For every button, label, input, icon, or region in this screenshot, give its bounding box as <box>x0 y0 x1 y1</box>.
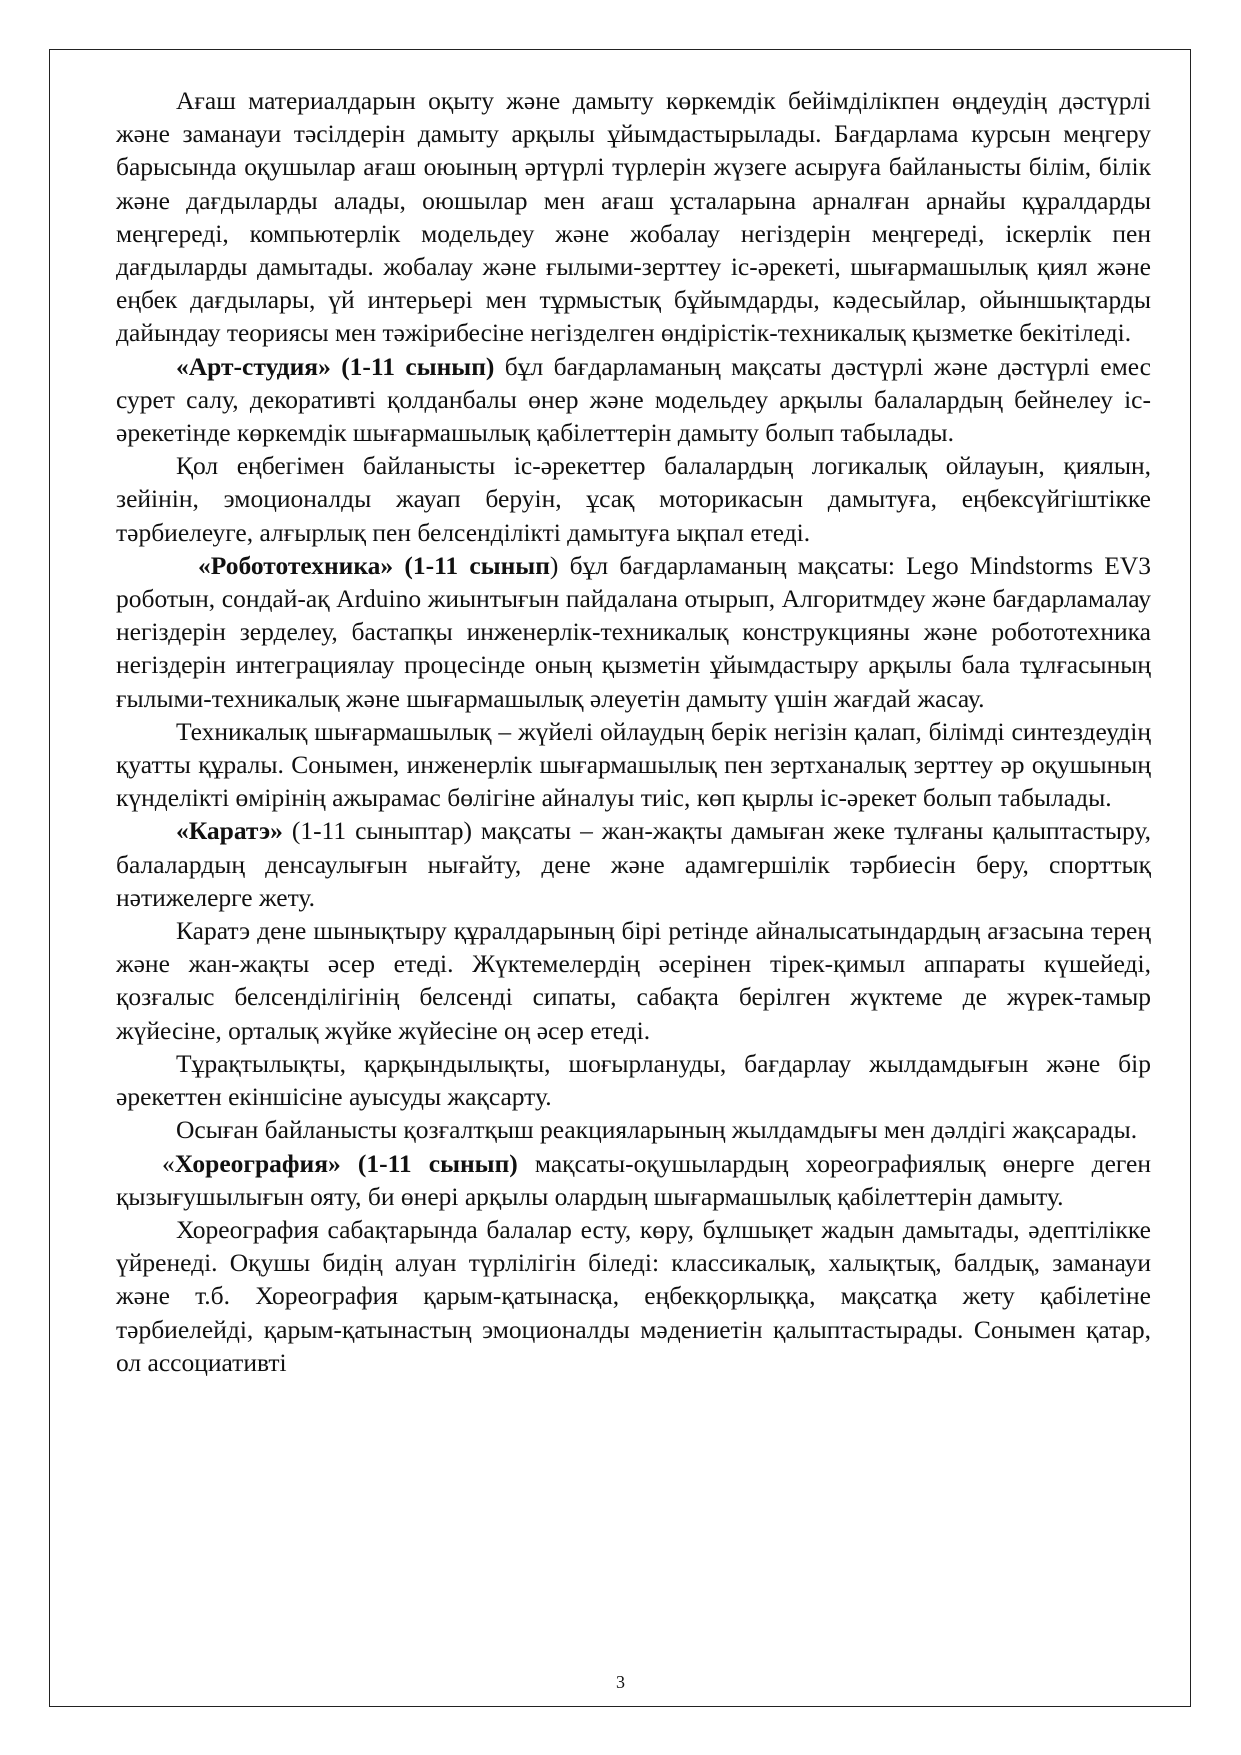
paragraph-reaction: Осыған байланысты қозғалтқыш реакцияларының жылдамдығы мен дәлдігі жақсарады. <box>176 1115 1138 1145</box>
paragraph-choreography-lessons: Хореография сабақтарында балалар есту, көру, бұлшықет жадын дамытады, әдептілікке үйренеді. Оқушы бидің алуан түрлілігін біледі: классикалық, халықтық, балдық, заманауи және т.б. Хореография қарым-қатынасқа, еңбекқорлыққа, мақсатқа жету қабілетіне тәрбиелейді, қарым-қатынастың эмоционалды мәдениетін қалыптастырады. Сонымен қатар, ол ассоциативті <box>116 1214 1151 1377</box>
paragraph-art-studio: «Арт-студия» (1-11 сынып) бұл бағдарламаның мақсаты дәстүрлі және дәстүрлі емес сурет салу, декоративті қолданбалы өнер және модельдеу арқылы балалардың бейнелеу іс-әрекетінде көркемдік шығармашылық қабілеттерін дамыту болып табылады. <box>116 351 1151 448</box>
document-body <box>116 84 1151 1379</box>
paragraph-karate: «Каратэ» (1-11 сыныптар) мақсаты – жан-жақты дамыған жеке тұлғаны қалыптастыру, балалардың денсаулығын нығайту, дене және адамгершілік тәрбиесін беру, спорттық нәтижелерге жету. <box>116 816 1151 912</box>
paragraph-karate-effects: Каратэ дене шынықтыру құралдарының бірі ретінде айналысатындардың ағзасына терең және жан-жақты әсер етеді. Жүктемелердің әсерінен тірек-қимыл аппараты күшейеді, қозғалыс белсенділігінің белсенді сипаты, сабақта берілген жүктеме де жүрек-тамыр жүйесіне, орталық жүйке жүйесіне оң әсер етеді. <box>116 916 1151 1045</box>
heading-choreography: Хореография» (1-11 сынып) <box>174 1148 518 1178</box>
paragraph-handcraft: Қол еңбегімен байланысты іс-әрекеттер балалардың логикалық ойлауын, қиялын, зейінін, эмоционалды жауап беруін, ұсақ моторикасын дамытуға, еңбексүйгіштікке тәрбиелеуге, алғырлық пен белсенділікті дамытуға ықпал етеді. <box>116 451 1151 547</box>
page-number: 3 <box>616 1672 625 1692</box>
paragraph-choreography: «Хореография» (1-11 сынып) мақсаты-оқушылардың хореографиялық өнерге деген қызығушылығын ояту, би өнері арқылы олардың шығармашылық қабілеттерін дамыту. <box>116 1148 1151 1211</box>
heading-art-studio: «Арт-студия» (1-11 сынып) <box>176 351 495 381</box>
paragraph-wood: Ағаш материалдарын оқыту және дамыту көркемдік бейімділікпен өңдеудің дәстүрлі және заманауи тәсілдерін дамыту арқылы ұйымдастырылады. Бағдарлама курсын меңгеру барысында оқушылар ағаш оюының әртүрлі түрлерін жүзеге асыруға байланысты білім, білік және дағдыларды алады, оюшылар мен ағаш ұсталарына арналған арнайы құралдарды меңгереді, компьютерлік модельдеу және жобалау негіздерін меңгереді, іскерлік пен дағдыларды дамытады. жобалау және ғылыми-зерттеу іс-әрекеті, шығармашылық қиял және еңбек дағдылары, үй интерьері мен тұрмыстық бұйымдарды, кәдесыйлар, ойыншықтарды дайындау теориясы мен тәжірибесіне негізделген өндірістік-техникалық қызметке бекітіледі. <box>116 86 1151 348</box>
paragraph-technical-creativity: Техникалық шығармашылық – жүйелі ойлаудың берік негізін қалап, білімді синтездеудің қуатты құралы. Сонымен, инженерлік шығармашылық пен зертханалық зерттеу әр оқушының күнделікті өмірінің ажырамас бөлігіне айналуы тиіс, көп қырлы іс-әрекет болып табылады. <box>116 716 1151 813</box>
heading-karate: «Каратэ» <box>176 816 283 846</box>
paragraph-robotics: «Робототехника» (1-11 сынып) бұл бағдарламаның мақсаты: Lego Mindstorms EV3 роботын, сондай-ақ Arduino жиынтығын пайдалана отырып, Алгоритмдеу және бағдарламалау негіздерін зерделеу, бастапқы инженерлік-техникалық конструкцияны және робототехника негіздерін интеграциялау процесінде оның қызметін ұйымдастыру арқылы бала тұлғасының ғылыми-техникалық және шығармашылық әлеуетін дамыту үшін жағдай жасау. <box>116 550 1151 713</box>
paragraph-stability: Тұрақтылықты, қарқындылықты, шоғырлануды, бағдарлау жылдамдығын және бір әрекеттен екіншісіне ауысуды жақсарту. <box>116 1048 1151 1112</box>
heading-robotics: «Робототехника» (1-11 сынып <box>198 550 550 580</box>
